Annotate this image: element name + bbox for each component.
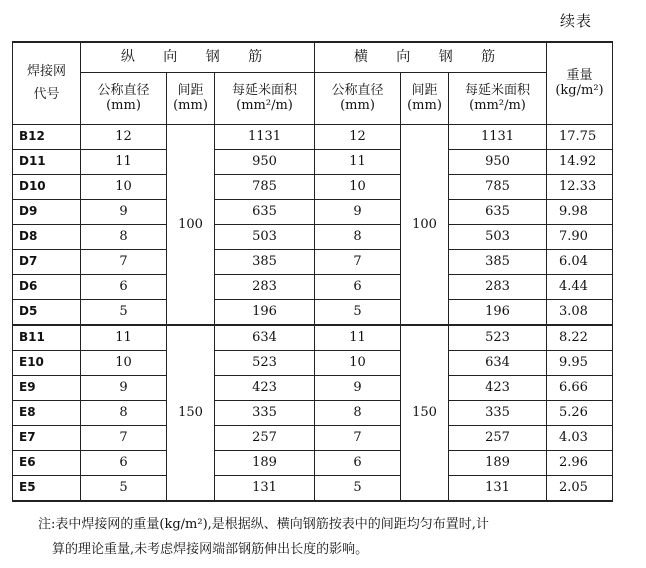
cell-long-area: 523 [215, 350, 315, 375]
header-long-area-line2: (mm²/m) [236, 98, 293, 113]
cell-code: E6 [13, 450, 81, 475]
table-note [38, 512, 628, 562]
cell-trans-diameter: 6 [315, 274, 401, 299]
table-row [13, 475, 613, 501]
cell-long-diameter: 7 [81, 425, 167, 450]
cell-long-area: 423 [215, 375, 315, 400]
cell-trans-diameter: 10 [315, 350, 401, 375]
mesh-spec-table [12, 41, 613, 502]
table-body [13, 124, 613, 501]
cell-code: B11 [13, 325, 81, 351]
header-trans-spacing-line1: 间距 [411, 83, 438, 98]
cell-long-diameter: 10 [81, 174, 167, 199]
table-row [13, 149, 613, 174]
header-code-line2: 代号 [33, 87, 60, 103]
header-trans-area-line1: 每延米面积 [464, 83, 530, 98]
header-weight-line1: 重量 [566, 68, 593, 84]
cell-long-area: 634 [215, 325, 315, 351]
cell-trans-area: 335 [449, 400, 547, 425]
header-trans-spacing [401, 72, 449, 124]
cell-long-spacing: 150 [167, 325, 215, 501]
cell-trans-area: 1131 [449, 124, 547, 149]
cell-code: E8 [13, 400, 81, 425]
cell-trans-diameter: 6 [315, 450, 401, 475]
cell-code: E5 [13, 475, 81, 501]
cell-trans-area: 503 [449, 224, 547, 249]
cell-long-diameter: 6 [81, 450, 167, 475]
cell-long-area: 335 [215, 400, 315, 425]
cell-weight: 6.04 [547, 249, 613, 274]
header-transverse: 横 向 钢 筋 [315, 42, 547, 72]
cell-code: D8 [13, 224, 81, 249]
cell-weight: 2.05 [547, 475, 613, 501]
cell-weight: 4.03 [547, 425, 613, 450]
cell-long-diameter: 8 [81, 400, 167, 425]
header-weight-line2: (kg/m²) [555, 83, 604, 99]
cell-trans-diameter: 11 [315, 149, 401, 174]
cell-code: E9 [13, 375, 81, 400]
cell-long-diameter: 6 [81, 274, 167, 299]
header-trans-spacing-line2: (mm) [407, 98, 442, 113]
cell-long-spacing: 100 [167, 124, 215, 325]
table-row [13, 299, 613, 325]
header-long-diameter-line1: 公称直径 [97, 83, 150, 98]
cell-trans-diameter: 7 [315, 425, 401, 450]
cell-code: D10 [13, 174, 81, 199]
cell-long-diameter: 9 [81, 375, 167, 400]
cell-long-diameter: 5 [81, 475, 167, 501]
cell-trans-diameter: 12 [315, 124, 401, 149]
cell-long-area: 189 [215, 450, 315, 475]
table-row [13, 375, 613, 400]
cell-trans-diameter: 9 [315, 199, 401, 224]
cell-trans-diameter: 8 [315, 400, 401, 425]
cell-weight: 3.08 [547, 299, 613, 325]
cell-long-diameter: 11 [81, 325, 167, 351]
cell-code: E10 [13, 350, 81, 375]
table-row [13, 400, 613, 425]
table-row [13, 325, 613, 351]
table-row [13, 249, 613, 274]
cell-long-area: 503 [215, 224, 315, 249]
table-row [13, 224, 613, 249]
note-line-2: 算的理论重量,未考虑焊接网端部钢筋伸出长度的影响。 [52, 542, 369, 557]
cell-trans-diameter: 7 [315, 249, 401, 274]
cell-long-area: 257 [215, 425, 315, 450]
cell-trans-area: 196 [449, 299, 547, 325]
header-long-spacing [167, 72, 215, 124]
header-trans-area [449, 72, 547, 124]
cell-weight: 4.44 [547, 274, 613, 299]
cell-weight: 12.33 [547, 174, 613, 199]
cell-weight: 17.75 [547, 124, 613, 149]
table-row [13, 425, 613, 450]
table-row [13, 274, 613, 299]
header-weight [547, 42, 613, 124]
cell-trans-diameter: 10 [315, 174, 401, 199]
header-long-area [215, 72, 315, 124]
header-code-line1: 焊接网 [26, 64, 66, 80]
cell-code: D7 [13, 249, 81, 274]
cell-long-area: 131 [215, 475, 315, 501]
cell-weight: 6.66 [547, 375, 613, 400]
note-line-1: 注:表中焊接网的重量(kg/m²),是根据纵、横向钢筋按表中的间距均匀布置时,计 [38, 517, 489, 532]
cell-trans-spacing: 100 [401, 124, 449, 325]
header-long-diameter [81, 72, 167, 124]
cell-trans-diameter: 8 [315, 224, 401, 249]
cell-code: D9 [13, 199, 81, 224]
cell-trans-area: 950 [449, 149, 547, 174]
cell-long-area: 785 [215, 174, 315, 199]
header-longitudinal: 纵 向 钢 筋 [81, 42, 315, 72]
cell-weight: 5.26 [547, 400, 613, 425]
header-long-diameter-line2: (mm) [106, 98, 141, 113]
cell-long-diameter: 7 [81, 249, 167, 274]
cell-code: D11 [13, 149, 81, 174]
table-row [13, 450, 613, 475]
table-row [13, 199, 613, 224]
header-trans-diameter-line2: (mm) [340, 98, 375, 113]
cell-long-area: 1131 [215, 124, 315, 149]
cell-long-area: 635 [215, 199, 315, 224]
cell-trans-area: 385 [449, 249, 547, 274]
cell-trans-area: 423 [449, 375, 547, 400]
cell-weight: 9.98 [547, 199, 613, 224]
header-trans-diameter-line1: 公称直径 [331, 83, 384, 98]
header-long-spacing-line1: 间距 [177, 83, 204, 98]
table-row [13, 124, 613, 149]
cell-long-diameter: 9 [81, 199, 167, 224]
header-long-spacing-line2: (mm) [173, 98, 208, 113]
cell-trans-area: 189 [449, 450, 547, 475]
cell-trans-area: 257 [449, 425, 547, 450]
table-row [13, 174, 613, 199]
cell-trans-diameter: 5 [315, 299, 401, 325]
cell-trans-area: 785 [449, 174, 547, 199]
table-caption: 续表 [560, 12, 593, 30]
cell-trans-spacing: 150 [401, 325, 449, 501]
cell-long-area: 950 [215, 149, 315, 174]
cell-long-area: 385 [215, 249, 315, 274]
cell-trans-diameter: 9 [315, 375, 401, 400]
cell-code: D6 [13, 274, 81, 299]
cell-long-diameter: 8 [81, 224, 167, 249]
cell-trans-diameter: 5 [315, 475, 401, 501]
cell-long-diameter: 12 [81, 124, 167, 149]
cell-code: B12 [13, 124, 81, 149]
cell-weight: 2.96 [547, 450, 613, 475]
cell-code: D5 [13, 299, 81, 325]
cell-long-area: 283 [215, 274, 315, 299]
cell-trans-diameter: 11 [315, 325, 401, 351]
table-row [13, 350, 613, 375]
cell-trans-area: 634 [449, 350, 547, 375]
cell-code: E7 [13, 425, 81, 450]
cell-long-diameter: 10 [81, 350, 167, 375]
header-long-area-line1: 每延米面积 [231, 83, 297, 98]
cell-trans-area: 283 [449, 274, 547, 299]
cell-weight: 14.92 [547, 149, 613, 174]
header-trans-area-line2: (mm²/m) [469, 98, 526, 113]
cell-trans-area: 131 [449, 475, 547, 501]
cell-weight: 9.95 [547, 350, 613, 375]
cell-trans-area: 523 [449, 325, 547, 351]
header-trans-diameter [315, 72, 401, 124]
cell-long-diameter: 11 [81, 149, 167, 174]
header-code [13, 42, 81, 124]
cell-weight: 7.90 [547, 224, 613, 249]
cell-long-diameter: 5 [81, 299, 167, 325]
cell-weight: 8.22 [547, 325, 613, 351]
cell-long-area: 196 [215, 299, 315, 325]
cell-trans-area: 635 [449, 199, 547, 224]
